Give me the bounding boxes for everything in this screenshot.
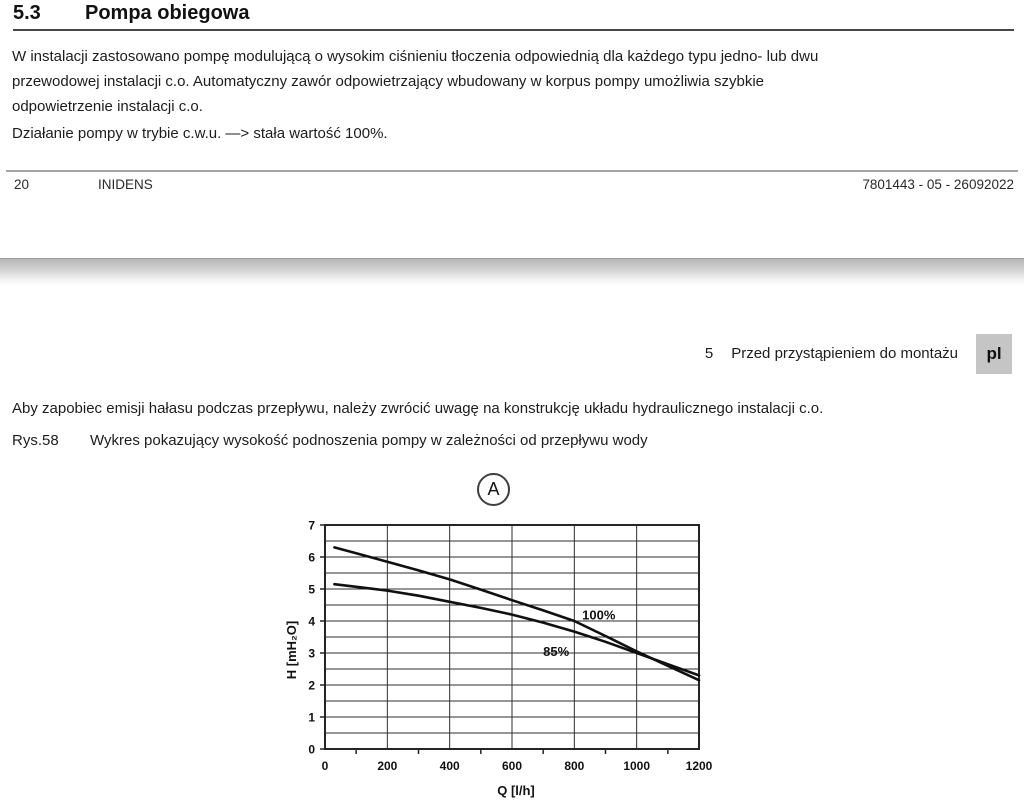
chapter-title: Przed przystąpieniem do montażu: [731, 345, 958, 362]
footer-divider: [6, 170, 1018, 172]
y-tick-label: 4: [308, 614, 315, 629]
x-tick-label: 600: [501, 759, 523, 773]
series-label-100pct: 100%: [582, 607, 616, 623]
paragraph-line: W instalacji zastosowano pompę modulującą o wysokim ciśnieniu tłoczenia odpowiednią dla każdego typu jedno- lub dwu: [12, 48, 819, 65]
y-tick-label: 1: [308, 710, 315, 725]
section-number: 5.3: [13, 2, 41, 24]
x-tick-label: 1000: [623, 759, 651, 773]
footer-page-number: 20: [14, 177, 30, 192]
chapter-header: [0, 345, 958, 362]
detail-marker-a-icon: A: [477, 473, 510, 506]
x-tick-label: 0: [321, 759, 329, 773]
pump-head-flow-chart: [280, 462, 720, 800]
language-badge: pl: [976, 334, 1012, 374]
x-tick-label: 200: [377, 759, 398, 773]
page-footer: [14, 177, 1014, 192]
section-title: Pompa obiegowa: [85, 2, 250, 24]
section-heading: [13, 2, 249, 25]
heading-divider: [13, 29, 1014, 31]
x-tick-label: 1200: [685, 759, 713, 773]
y-tick-label: 7: [308, 518, 315, 533]
x-axis-label: Q [l/h]: [497, 783, 535, 798]
footer-brand: INIDENS: [98, 177, 153, 192]
x-tick-label: 800: [564, 759, 585, 773]
footer-doc-ref: 7801443 - 05 - 26092022: [862, 177, 1014, 192]
paragraph-line: odpowietrzenie instalacji c.o.: [12, 98, 203, 115]
curve-100pct: [334, 547, 699, 680]
body-paragraph-3: Aby zapobiec emisji hałasu podczas przepływu, należy zwrócić uwagę na konstrukcję układu hydraulicznego instalacji c.o.: [12, 400, 824, 417]
y-tick-label: 6: [308, 550, 315, 565]
body-paragraph-1: [12, 44, 818, 119]
figure-caption: [12, 432, 648, 449]
series-label-85pct: 85%: [543, 644, 570, 660]
y-tick-label: 5: [308, 582, 315, 597]
y-tick-label: 3: [308, 646, 315, 661]
figure-caption-text: Wykres pokazujący wysokość podnoszenia pompy w zależności od przepływu wody: [90, 432, 648, 449]
chapter-number: 5: [704, 345, 714, 362]
body-paragraph-2: Działanie pompy w trybie c.w.u. —> stała wartość 100%.: [12, 125, 388, 142]
y-tick-label: 2: [308, 678, 315, 693]
curve-85pct: [334, 584, 699, 675]
page-separator: [0, 258, 1024, 286]
figure-caption-label: Rys.58: [12, 432, 59, 449]
y-tick-label: 0: [308, 742, 315, 757]
x-tick-label: 400: [439, 759, 460, 773]
paragraph-line: przewodowej instalacji c.o. Automatyczny zawór odpowietrzający wbudowany w korpus pompy umożliwia szybkie: [12, 73, 764, 90]
y-axis-label: H [mH₂O]: [284, 620, 299, 680]
